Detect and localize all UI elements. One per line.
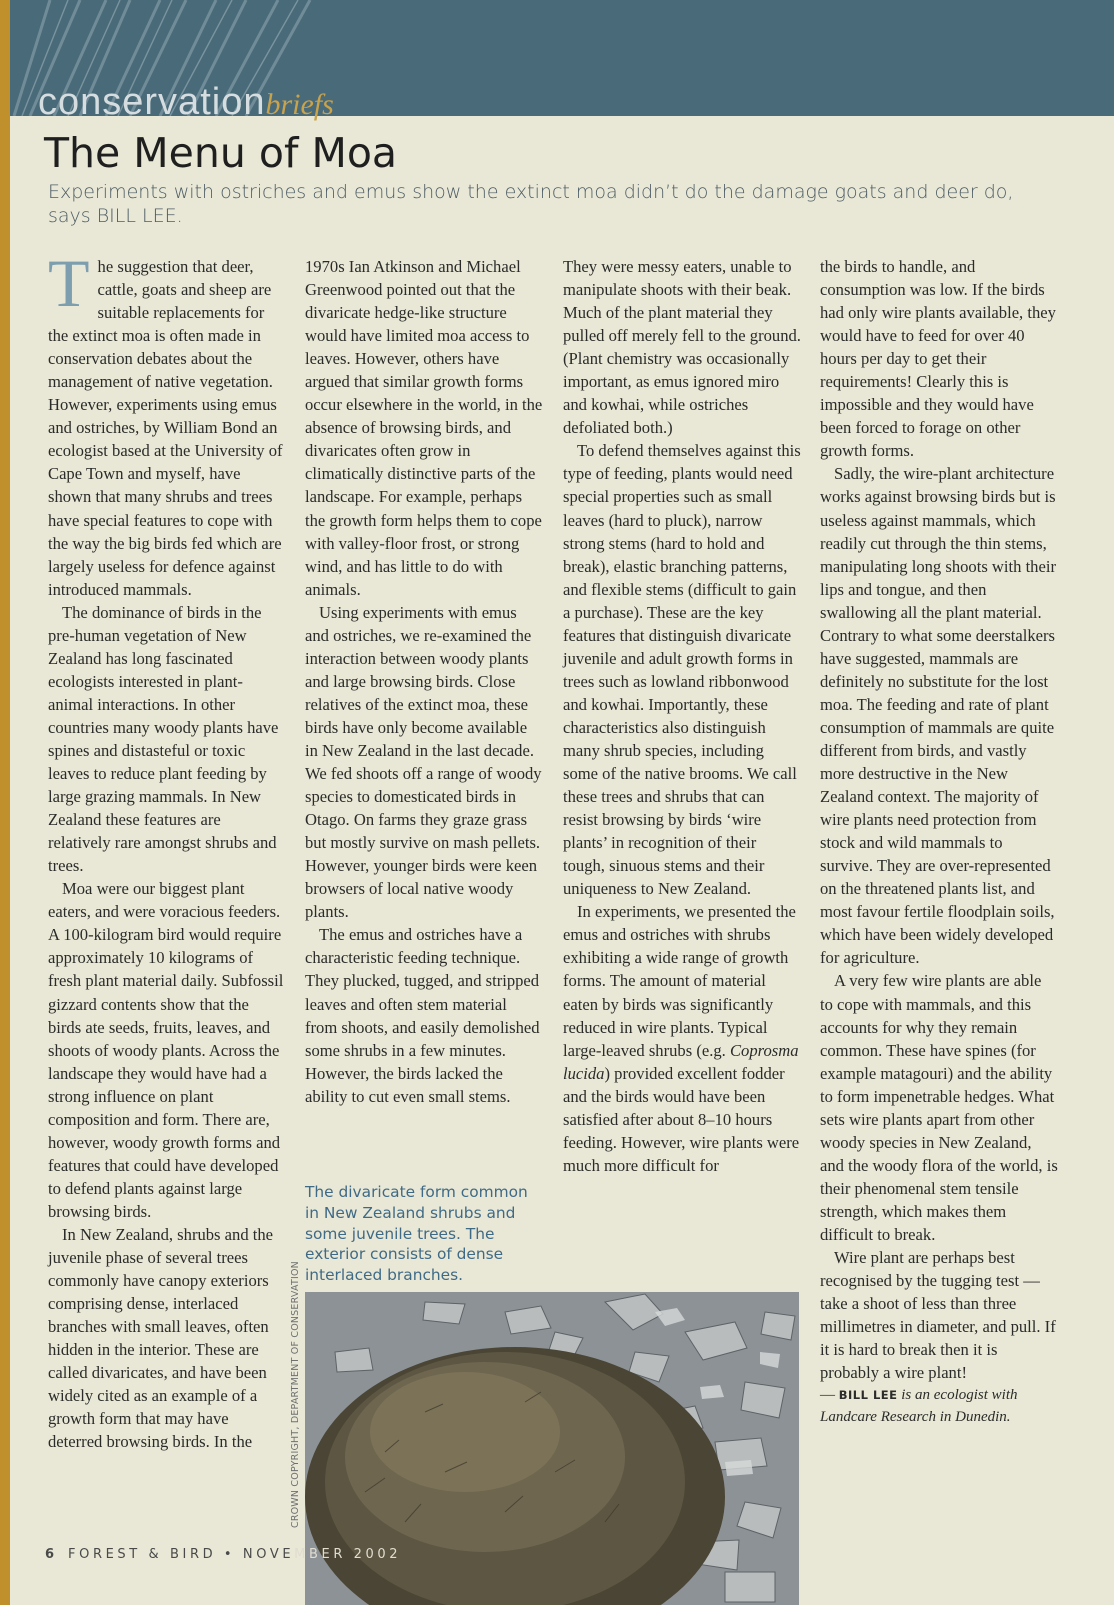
drop-cap: T (48, 245, 90, 321)
paragraph: the birds to handle, and consumption was low. If the birds had only wire plants available, they would have to feed for over 40 hours per day to get their requirements! Clearly this is impossible and they would have been forced to forage on other growth forms. (820, 257, 1056, 461)
article-standfirst: Experiments with ostriches and emus show the extinct moa didn’t do the damage goats and deer do, says BILL LEE. (48, 181, 1014, 227)
paragraph: A very few wire plants are able to cope with mammals, and this accounts for why they remain common. These have spines (for example matagouri) and the ability to form impenetrable hedges. What sets wire plants apart from other woody species in New Zealand, and the woody flora of the world, is their phenomenal stem tensile strength, which makes them difficult to break. (820, 971, 1058, 1244)
author-name: BILL LEE (838, 1388, 898, 1403)
paragraph: To defend themselves against this type of feeding, plants would need special properties such as small leaves (hard to pluck), narrow strong stems (hard to hold and break), elastic branching patterns, and flexible stems (difficult to gain a purchase). These are the key features that distinguish divaricate juvenile and adult growth forms in trees such as lowland ribbonwood and kowhai. Importantly, these characteristics also distinguish many shrub species, including some of the native brooms. We call these trees and shrubs that can resist browsing by birds ‘wire plants’ in recognition of their tough, sinuous stems and their uniqueness to New Zealand. (563, 441, 801, 899)
section-tag-main: conservation (38, 81, 266, 123)
paragraph: In experiments, we presented the emus and ostriches with shrubs exhibiting a wide range of growth forms. The amount of material eaten by birds was significantly reduced in wire plants. Typical large-leaved shrubs (e.g. Coprosma lucida) provided excellent fodder and the birds would have been satisfied after about 8–10 hours feeding. However, wire plants were much more difficult for (563, 902, 800, 1175)
paragraph: Moa were our biggest plant eaters, and were voracious feeders. A 100-kilogram bird would require approximately 10 kilograms of fresh plant material daily. Subfossil gizzard contents show that the birds ate seeds, fruits, leaves, and shoots of woody plants. Across the landscape they would have had a strong influence on plant composition and form. There are, however, woody growth forms and features that could have developed to defend plants against large browsing birds. (48, 879, 284, 1221)
text-column-3 (563, 255, 801, 1177)
article-title: The Menu of Moa (44, 129, 398, 177)
page-footer (45, 1547, 401, 1562)
section-tag-sub: briefs (265, 88, 334, 121)
author-signoff: — BILL LEE is an ecologist with Landcare Research in Dunedin. (820, 1387, 1018, 1426)
paragraph: The suggestion that deer, cattle, goats and sheep are suitable replacements for the extinct moa is often made in conservation debates about the management of native vegetation. However, experiments using emus and ostriches, by William Bond an ecologist based at the University of Cape Town and myself, have shown that many shrubs and trees have special features to cope with the way the big birds fed which are largely useless for defence against introduced mammals. (48, 245, 283, 599)
text-column-1 (48, 245, 286, 1453)
magazine-issue: FOREST & BIRD • NOVE (68, 1547, 295, 1562)
text-column-2 (305, 255, 543, 1108)
paragraph: Wire plant are perhaps best recognised by the tugging test — take a shoot of less than three millimetres in diameter, and pull. If it is hard to break then it is probably a wire plant! (820, 1248, 1056, 1383)
section-tag (38, 82, 334, 125)
photo-credit: CROWN COPYRIGHT, DEPARTMENT OF CONSERVATION (290, 1261, 301, 1528)
page-number: 6 (45, 1547, 55, 1562)
paragraph: The dominance of birds in the pre-human vegetation of New Zealand has long fascinated ecologists interested in plant-animal interactions. In other countries many woody plants have spines and distasteful or toxic leaves to reduce plant feeding by large grazing mammals. In New Zealand these features are relatively rare amongst shrubs and trees. (48, 602, 279, 876)
paragraph: They were messy eaters, unable to manipulate shoots with their beak. Much of the plant material they pulled off merely fell to the ground. (Plant chemistry was occasionally important, as emus ignored miro and kowhai, while ostriches defoliated both.) (563, 257, 801, 438)
author-bio: is an ecologist with Landcare Research in Dunedin. (820, 1387, 1018, 1426)
paragraph: Sadly, the wire-plant architecture works against browsing birds but is useless against mammals, which readily cut through the thin stems, manipulating long shoots with their lips and tongue, and then swallowing all the plant material. Contrary to what some deerstalkers have suggested, mammals are definitely no substitute for the lost moa. The feeding and rate of plant consumption of mammals are quite different from birds, and vastly more destructive in the New Zealand context. The majority of wire plants need protection from stock and wild mammals to survive. They are over-represented on the threatened plants list, and most favour fertile floodplain soils, which have been widely developed for agriculture. (820, 464, 1056, 968)
species-name: Coprosma lucida (563, 1040, 799, 1083)
paragraph: 1970s Ian Atkinson and Michael Greenwood pointed out that the divaricate hedge-like structure would have limited moa access to leaves. However, others have argued that similar growth forms occur elsewhere in the world, in the absence of browsing birds, and divaricates often grow in climatically distinctive parts of the landscape. For example, perhaps the growth form helps them to cope with valley-floor frost, or strong wind, and has little to do with animals. (305, 257, 543, 599)
paragraph: Using experiments with emus and ostriches, we re-examined the interaction between woody plants and large browsing birds. Close relatives of the extinct moa, these birds have only become available in New Zealand in the last decade. We fed shoots off a range of woody species to domesticated birds in Otago. On farms they graze grass but mostly survive on mash pellets. However, younger birds were keen browsers of local native woody plants. (305, 602, 542, 922)
paragraph: In New Zealand, shrubs and the juvenile phase of several trees commonly have canopy exteriors comprising dense, interlaced branches with small leaves, often hidden in the interior. These are called divaricates, and have been widely cited as an example of a growth form that may have deterred browsing birds. In the (48, 1224, 274, 1452)
text-column-4 (820, 255, 1058, 1428)
paragraph: The emus and ostriches have a characteristic feeding technique. They plucked, tugged, and stripped leaves and often stem material from shoots, and easily demolished some shrubs in a few minutes. However, the birds lacked the ability to cut even small stems. (305, 925, 540, 1106)
page-spine-bar (0, 0, 10, 1605)
photo-caption: The divaricate form common in New Zealand shrubs and some juvenile trees. The exterior consists of dense interlaced branches. (305, 1183, 528, 1285)
magazine-issue-continued: MBER 2002 (294, 1547, 402, 1562)
